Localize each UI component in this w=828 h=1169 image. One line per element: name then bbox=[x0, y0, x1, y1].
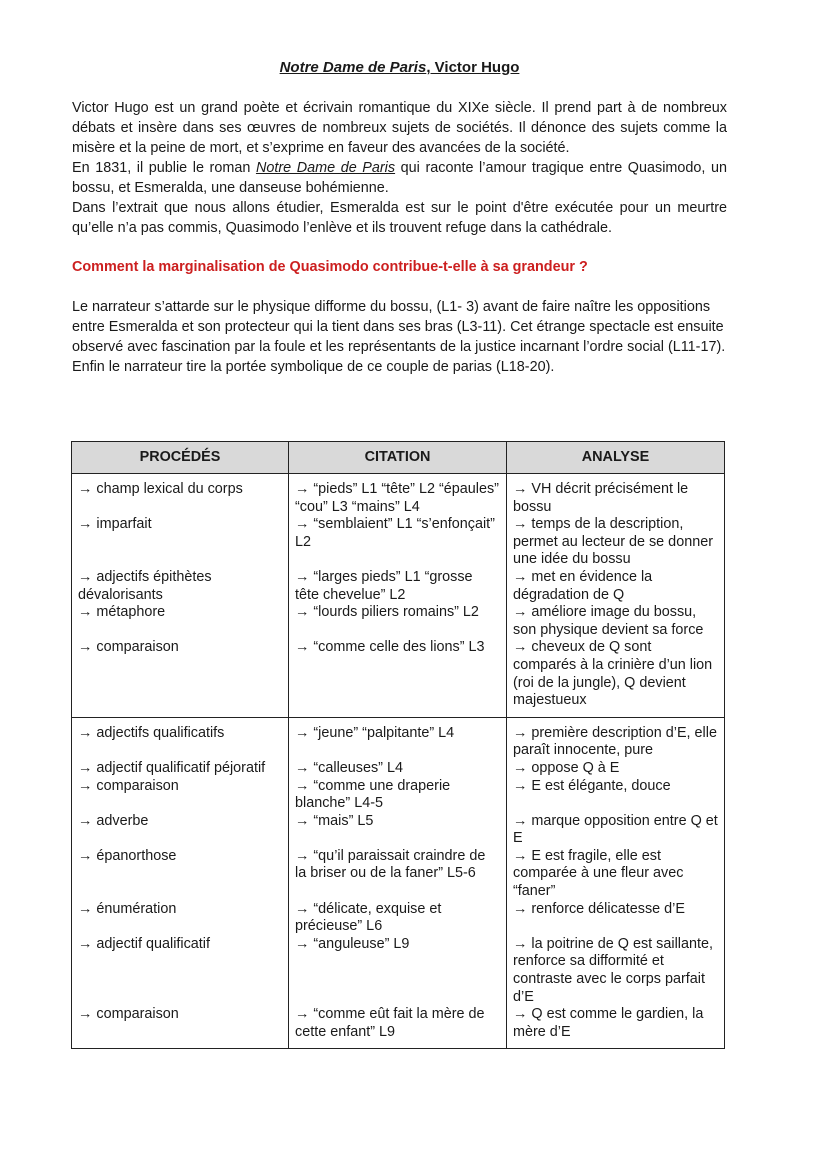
analyse-cell bbox=[507, 474, 725, 718]
cell-entry bbox=[78, 534, 282, 552]
cell-entry: → la poitrine de Q est saillante, renforce sa difformité et contraste avec le corps parfait d’E bbox=[513, 935, 713, 1005]
cell-entry bbox=[78, 551, 282, 569]
cell-entry: → “comme une draperie blanche” L4-5 bbox=[295, 777, 451, 812]
table-header-row bbox=[72, 442, 725, 474]
cell-entry bbox=[78, 795, 282, 813]
cell-entry: → “calleuses” L4 bbox=[295, 759, 403, 776]
cell-entry bbox=[78, 989, 282, 1007]
intro-paragraph-2 bbox=[72, 158, 727, 198]
cell-entry: → “semblaient” L1 “s’enfonçait” L2 bbox=[295, 516, 495, 550]
intro-text: qui raconte l’amour tragique entre Quasimodo, un bossu, et Esmeralda, une danseuse bohémienne. bbox=[72, 160, 727, 196]
cell-entry: → renforce délicatesse d’E bbox=[513, 900, 685, 917]
cell-entry: → “qu’il paraissait craindre de la briser ou de la faner” L5-6 bbox=[295, 847, 486, 882]
cell-entry: → “anguleuse” L9 bbox=[295, 935, 410, 952]
analysis-table bbox=[71, 441, 725, 1049]
intro-paragraph-3: Dans l’extrait que nous allons étudier, Esmeralda est sur le point d'être exécutée pour un meurtre qu’elle n’a pas commis, Quasimodo l’enlève et ils trouvent refuge dans la cathédrale. bbox=[72, 200, 727, 236]
cell-entry bbox=[78, 830, 282, 848]
problematique-question: Comment la marginalisation de Quasimodo contribue-t-elle à sa grandeur ? bbox=[72, 259, 588, 275]
cell-entry: → énumération bbox=[78, 900, 177, 917]
cell-entry: → “mais” L5 bbox=[295, 812, 374, 829]
cell-entry bbox=[513, 918, 718, 936]
cell-entry: → oppose Q à E bbox=[513, 759, 620, 776]
header-procedes: PROCÉDÉS bbox=[72, 442, 289, 474]
cell-entry bbox=[78, 971, 282, 989]
cell-entry bbox=[78, 622, 282, 640]
cell-entry: → E est fragile, elle est comparée à une fleur avec “faner” bbox=[513, 847, 684, 900]
cell-entry bbox=[295, 971, 500, 989]
plan-paragraph: Le narrateur s’attarde sur le physique difforme du bossu, (L1- 3) avant de faire naître les oppositions entre Esmeralda et son protecteur qui la tient dans ses bras (L3-11). Cet étrange spectacle est ensuite observé avec fascination par la foule et les représentants de la justice incarnant l’ordre social (L11-17). Enfin le narrateur tire la portée symbolique de ce couple de parias (L18-20). bbox=[72, 299, 726, 375]
procedes-cell bbox=[72, 717, 289, 1049]
cell-entry: → première description d’E, elle paraît innocente, pure bbox=[513, 724, 717, 759]
cell-entry bbox=[295, 622, 500, 640]
cell-entry: → met en évidence la dégradation de Q bbox=[513, 568, 653, 603]
cell-entry bbox=[295, 989, 500, 1007]
cell-entry bbox=[78, 865, 282, 883]
cell-entry: → “délicate, exquise et précieuse” L6 bbox=[295, 900, 442, 935]
cell-entry: → marque opposition entre Q et E bbox=[513, 812, 718, 847]
table-row bbox=[72, 474, 725, 718]
cell-entry: → comparaison bbox=[78, 1006, 179, 1023]
procedes-cell bbox=[72, 474, 289, 718]
book-title-inline: Notre Dame de Paris bbox=[255, 160, 396, 176]
cell-entry: → temps de la description, permet au lecteur de se donner une idée du bossu bbox=[513, 516, 713, 568]
cell-entry: → métaphore bbox=[78, 604, 166, 621]
cell-entry: → comparaison bbox=[78, 639, 179, 656]
citation-cell bbox=[289, 717, 507, 1049]
title-book: Notre Dame de Paris bbox=[279, 59, 427, 76]
cell-entry: → “lourds piliers romains” L2 bbox=[295, 604, 479, 621]
cell-entry: → adjectifs épithètes dévalorisants bbox=[78, 568, 212, 603]
cell-entry: → “larges pieds” L1 “grosse tête chevelue” L2 bbox=[295, 568, 473, 603]
cell-entry bbox=[78, 499, 282, 517]
header-citation: CITATION bbox=[289, 442, 507, 474]
citation-cell bbox=[289, 474, 507, 718]
cell-entry: → adjectif qualificatif péjoratif bbox=[78, 759, 266, 776]
intro-paragraph-1: Victor Hugo est un grand poète et écrivain romantique du XIXe siècle. Il prend part à de nombreux débats et insère dans ses œuvres de nombreux sujets de sociétés. Il dénonce des sujets comme la misère et la peine de mort, et s’exprime en faveur des avancées de la société. bbox=[72, 100, 727, 156]
document-page bbox=[72, 58, 727, 377]
cell-entry: → “comme eût fait la mère de cette enfant” L9 bbox=[295, 1006, 485, 1040]
cell-entry: → Q est comme le gardien, la mère d’E bbox=[513, 1006, 704, 1040]
cell-entry: → “jeune” “palpitante” L4 bbox=[295, 724, 455, 741]
cell-entry bbox=[78, 953, 282, 971]
cell-entry bbox=[295, 953, 500, 971]
header-analyse: ANALYSE bbox=[507, 442, 725, 474]
cell-entry: → adverbe bbox=[78, 812, 149, 829]
intro-text: En 1831, il publie le roman bbox=[72, 160, 256, 176]
document-title bbox=[72, 58, 727, 78]
cell-entry: → améliore image du bossu, son physique devient sa force bbox=[513, 604, 704, 638]
cell-entry: → imparfait bbox=[78, 516, 152, 533]
cell-entry: → comparaison bbox=[78, 777, 179, 794]
cell-entry: → champ lexical du corps bbox=[78, 481, 243, 497]
title-author: , Victor Hugo bbox=[426, 59, 520, 76]
cell-entry bbox=[513, 795, 718, 813]
cell-entry bbox=[295, 742, 500, 760]
cell-entry bbox=[295, 551, 500, 569]
cell-entry: → E est élégante, douce bbox=[513, 777, 671, 794]
cell-entry: → adjectif qualificatif bbox=[78, 935, 210, 952]
cell-entry: → adjectifs qualificatifs bbox=[78, 724, 225, 741]
cell-entry: → VH décrit précisément le bossu bbox=[513, 481, 689, 515]
cell-entry bbox=[78, 918, 282, 936]
cell-entry bbox=[295, 830, 500, 848]
cell-entry: → “pieds” L1 “tête” L2 “épaules” “cou” L3 “mains” L4 bbox=[295, 481, 499, 515]
cell-entry bbox=[295, 883, 500, 901]
cell-entry: → cheveux de Q sont comparés à la crinière d’un lion (roi de la jungle), Q devient majestueux bbox=[513, 639, 713, 709]
table-row bbox=[72, 717, 725, 1049]
cell-entry: → épanorthose bbox=[78, 847, 177, 864]
cell-entry bbox=[78, 883, 282, 901]
analyse-cell bbox=[507, 717, 725, 1049]
introduction bbox=[72, 98, 727, 238]
cell-entry: → “comme celle des lions” L3 bbox=[295, 639, 485, 656]
cell-entry bbox=[78, 742, 282, 760]
